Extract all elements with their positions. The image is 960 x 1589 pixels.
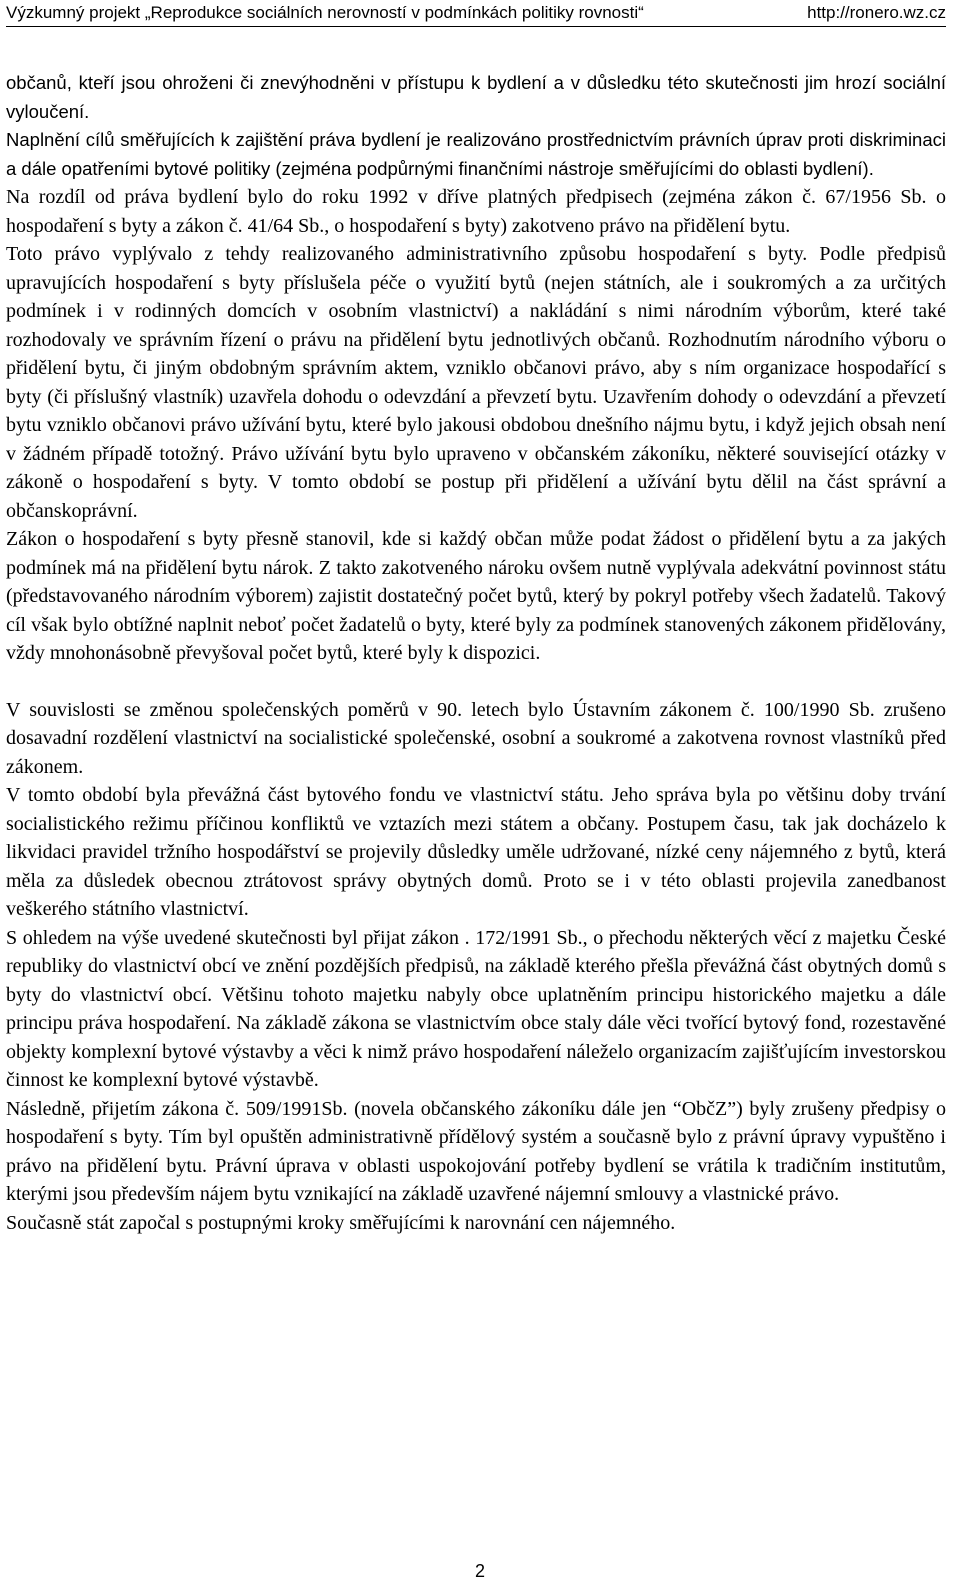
- header-project-title: Výzkumný projekt „Reprodukce sociálních nerovností v podmínkách politiky rovnosti“: [6, 3, 644, 22]
- paragraph-8: S ohledem na výše uvedené skutečnosti byl přijat zákon . 172/1991 Sb., o přechodu některých věcí z majetku České republiky do vlastnictví obcí ve znění pozdějších předpisů, na základě kterého přešla převážná část obytných domů s byty do vlastnictví obcí. Většinu tohoto majetku nabyly obce uplatněním principu historického majetku a dále principu práva hospodaření. Na základě zákona se vlastnictvím obce staly dále věci tvořící bytový fond, rozestavěné objekty komplexní bytové výstavby a věci k nimž právo hospodaření náleželo organizacím zajišťujícím investorskou činnost ke komplexní bytové výstavbě.: [6, 926, 946, 1091]
- paragraph-7: V tomto období byla převážná část bytového fondu ve vlastnictví státu. Jeho správa byla po většinu doby trvání socialistického režimu příčinou konfliktů ve vztazích mezi státem a občany. Postupem času, tak jak docházelo k likvidaci pravidel tržního hospodářství se projevily důsledky uměle udržované, nízké ceny nájemného z bytů, která měla za důsledek obecnou ztrátovost správy obytných domů. Proto se i v této oblasti projevila zanedbanost veškerého státního vlastnictví.: [6, 784, 946, 920]
- header-url: http://ronero.wz.cz: [807, 3, 946, 22]
- page-header: [6, 2, 946, 27]
- paragraph-10: Současně stát započal s postupnými kroky směřujícími k narovnání cen nájemného.: [6, 1211, 676, 1234]
- paragraph-5: Zákon o hospodaření s byty přesně stanovil, kde si každý občan může podat žádost o přidělení bytu a za jakých podmínek má na přidělení bytu nárok. Z takto zakotveného nároku ovšem nutně vyplývala adekvátní povinnost státu (představovaného národním výborem) zajistit dostatečný počet bytů, který by pokryl potřeby všech žadatelů. Takový cíl však bylo obtížné naplnit neboť počet žadatelů o byty, které byly za podmínek stanovených zákonem přidělovány, vždy mnohonásobně převyšoval počet bytů, které byly k dispozici.: [6, 528, 946, 664]
- paragraph-spacer: [6, 668, 946, 696]
- paragraph-3: Na rozdíl od práva bydlení bylo do roku 1992 v dříve platných předpisech (zejména zákon č. 67/1956 Sb. o hospodaření s byty a zákon č. 41/64 Sb., o hospodaření s byty) zakotveno právo na přidělení bytu.: [6, 186, 946, 237]
- paragraph-2: Naplnění cílů směřujících k zajištění práva bydlení je realizováno prostřednictvím právních úprav proti diskriminaci a dále opatřeními bytové politiky (zejména podpůrnými finančními nástroje směřujícími do oblasti bydlení).: [6, 129, 946, 179]
- paragraph-1: občanů, kteří jsou ohroženi či znevýhodněni v přístupu k bydlení a v důsledku této skutečnosti jim hrozí sociální vyloučení.: [6, 72, 946, 122]
- page-number: 2: [474, 1561, 485, 1581]
- paragraph-4: Toto právo vyplývalo z tehdy realizovaného administrativního způsobu hospodaření s byty. Podle předpisů upravujících hospodaření s byty příslušela péče o využití bytů (nejen státních, ale i soukromých a za určitých podmínek i v rodinných domcích v osobním vlastnictví) a nakládání s nimi národním výborům, které také rozhodovaly ve správním řízení o právu na přidělení bytu jednotlivých občanů. Rozhodnutím národního výboru o přidělení bytu, či jiným obdobným správním aktem, vzniklo občanovi právo, aby s ním organizace hospodařící s byty (či příslušný vlastník) uzavřela dohodu o odevzdání a převzetí bytu. Uzavřením dohody o odevzdání a převzetí bytu vzniklo občanovi právo užívání bytu, které bylo jakousi obdobou dnešního nájmu bytu, i když jejich obsah není v žádném případě totožný. Právo užívání bytu bylo upraveno v občanském zákoníku, některé související otázky v zákoně o hospodaření s byty. V tomto období se postup při přidělení a užívání bytu dělil na část správní a občanskoprávní.: [6, 243, 946, 522]
- paragraph-9: Následně, přijetím zákona č. 509/1991Sb. (novela občanského zákoníku dále jen “ObčZ”) byly zrušeny předpisy o hospodaření s byty. Tím byl opuštěn administrativně přídělový systém a současně bylo z právní úpravy vypuštěno i právo na přidělení bytu. Právní úprava v oblasti uspokojování potřeby bydlení se vrátila k tradičním institutům, kterými jsou především nájem bytu vznikající na základě uzavřené nájemní smlouvy a vlastnické právo.: [6, 1097, 946, 1205]
- document-body: [6, 69, 946, 1237]
- paragraph-6: V souvislosti se změnou společenských poměrů v 90. letech bylo Ústavním zákonem č. 100/1990 Sb. zrušeno dosavadní rozdělení vlastnictví na socialistické společenské, osobní a soukromé a zakotvena rovnost vlastníků před zákonem.: [6, 698, 946, 778]
